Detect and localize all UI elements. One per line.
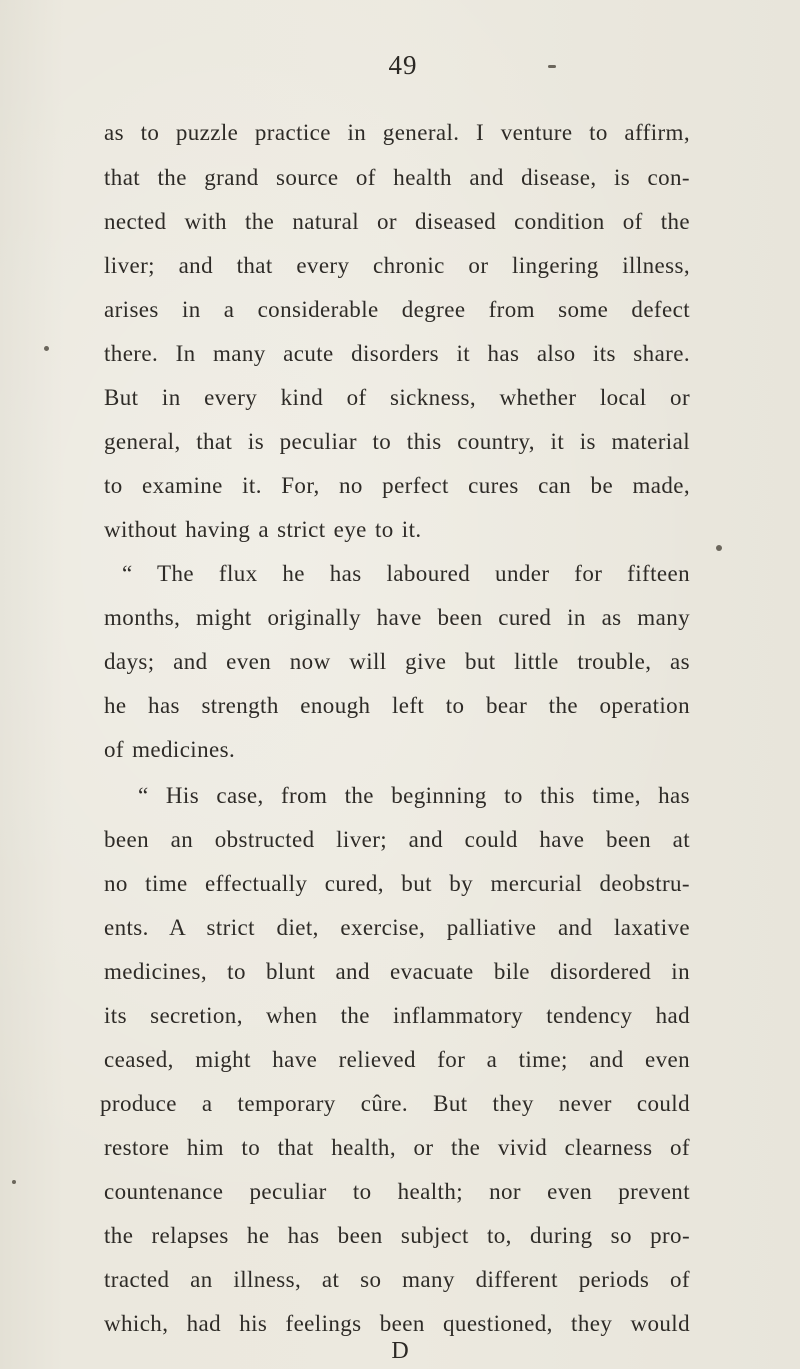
text-line: been an obstructed liver; and could have been at	[104, 827, 690, 852]
paper-speck	[44, 346, 49, 351]
text-line: nected with the natural or diseased condition of the	[104, 209, 690, 234]
paragraph-start-line: “ His case, from the beginning to this time, has	[138, 783, 690, 808]
text-line: restore him to that health, or the vivid clearness of	[104, 1135, 690, 1160]
signature-mark: D	[391, 1338, 409, 1364]
text-line: ceased, might have relieved for a time; and even	[104, 1047, 690, 1072]
text-line: of medicines.	[104, 737, 236, 762]
text-line: days; and even now will give but little trouble, as	[104, 649, 690, 674]
text-line: he has strength enough left to bear the operation	[104, 693, 690, 718]
text-line: which, had his feelings been questioned, they would	[104, 1311, 690, 1336]
text-line: medicines, to blunt and evacuate bile disordered in	[104, 959, 690, 984]
text-line: that the grand source of health and disease, is con-	[104, 165, 690, 190]
text-line: liver; and that every chronic or lingering illness,	[104, 253, 690, 278]
text-line: there. In many acute disorders it has also its share.	[104, 341, 690, 366]
text-line: its secretion, when the inflammatory tendency had	[104, 1003, 690, 1028]
paper-speck	[716, 545, 722, 551]
text-line: general, that is peculiar to this country, it is material	[104, 429, 690, 454]
paragraph-start-line: “ The flux he has laboured under for fifteen	[122, 561, 690, 586]
text-line: produce a temporary cûre. But they never could	[100, 1091, 690, 1116]
page-number: 49	[388, 50, 418, 80]
text-line: without having a strict eye to it.	[104, 517, 422, 542]
text-line: countenance peculiar to health; nor even prevent	[104, 1179, 690, 1204]
text-line: no time effectually cured, but by mercurial deobstru-	[104, 871, 690, 896]
text-line: to examine it. For, no perfect cures can be made,	[104, 473, 690, 498]
paper-speck	[12, 1180, 16, 1184]
text-line: as to puzzle practice in general. I venture to affirm,	[104, 120, 690, 145]
text-line: the relapses he has been subject to, during so pro-	[104, 1223, 690, 1248]
text-line: arises in a considerable degree from some defect	[104, 297, 690, 322]
text-line: ents. A strict diet, exercise, palliative and laxative	[104, 915, 690, 940]
text-line: months, might originally have been cured in as many	[104, 605, 690, 630]
text-line: But in every kind of sickness, whether local or	[104, 385, 690, 410]
paper-speck	[548, 65, 556, 68]
text-line: tracted an illness, at so many different periods of	[104, 1267, 690, 1292]
